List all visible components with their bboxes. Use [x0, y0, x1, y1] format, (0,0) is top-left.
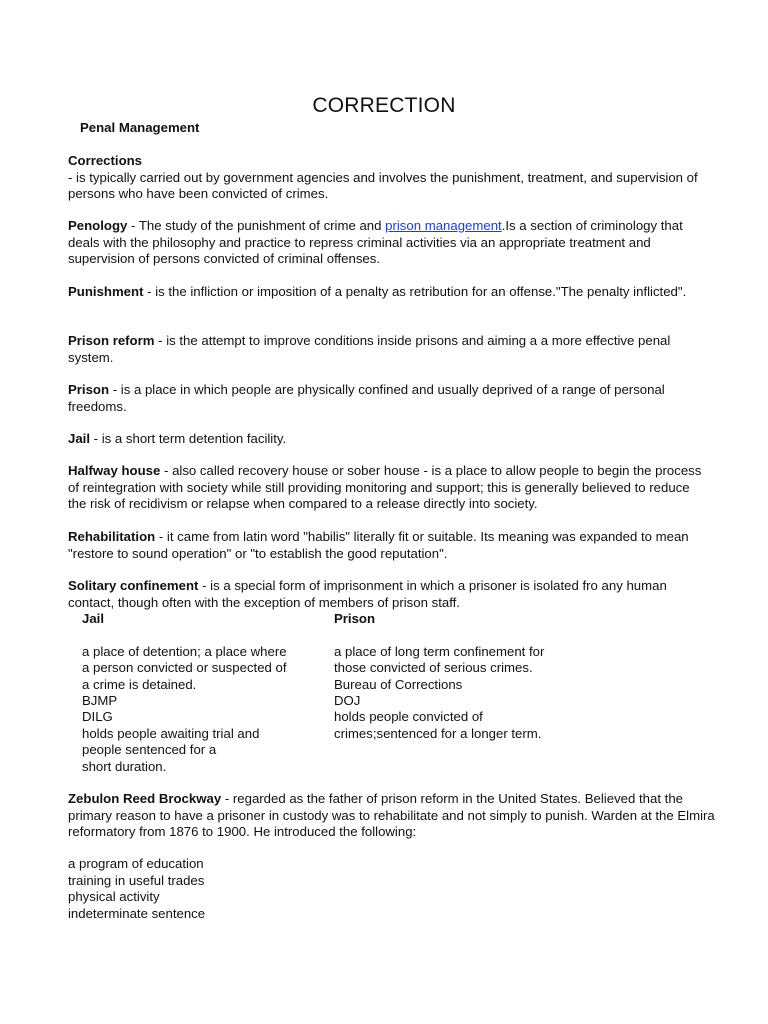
list-item: a place of long term confinement for	[334, 643, 545, 659]
term-definition: - is a special form of imprisonment in which a prisoner is isolated fro any human contact, though often with the exception of members of prison staff.	[68, 578, 667, 610]
entry-corrections	[68, 153, 708, 203]
term-definition: - is the infliction or imposition of a penalty as retribution for an offense."The penalty inflicted".	[143, 284, 687, 299]
list-item: a place of detention; a place where	[82, 643, 287, 659]
term-label: Prison reform	[68, 333, 155, 348]
list-item: people sentenced for a	[82, 742, 217, 758]
jail-column-heading: Jail	[82, 611, 104, 626]
term-label: Corrections	[68, 153, 143, 168]
term-definition: - is a place in which people are physically confined and usually deprived of a range of personal freedoms.	[68, 382, 665, 414]
list-item: a crime is detained.	[82, 676, 197, 692]
list-item: DOJ	[334, 693, 361, 709]
entry-penology	[68, 218, 708, 268]
section-subtitle: Penal Management	[80, 120, 200, 135]
entry-prison	[68, 382, 708, 415]
entry-prison-reform	[68, 333, 708, 366]
entry-solitary-confinement	[68, 578, 708, 611]
term-label: Rehabilitation	[68, 529, 156, 544]
list-item: DILG	[82, 709, 113, 725]
list-item: holds people awaiting trial and	[82, 725, 260, 741]
page-title: CORRECTION	[312, 94, 456, 117]
term-definition: - is a short term detention facility.	[90, 431, 287, 446]
entry-halfway-house	[68, 463, 708, 513]
prison-management-link[interactable]: prison management	[385, 218, 502, 233]
term-definition: - also called recovery house or sober house - is a place to allow people to begin the process of reintegration with society while still providing monitoring and support; this is generally believed to reduce the risk of recidivism or relapse when compared to a release directly into society.	[68, 463, 702, 511]
list-item: BJMP	[82, 693, 118, 709]
list-item: short duration.	[82, 758, 167, 774]
list-item: training in useful trades	[68, 872, 205, 888]
term-definition: - regarded as the father of prison reform in the United States. Believed that the primary reason to have a prisoner in custody was to rehabilitate and not simply to punish. Warden at the Elmira reformatory from 1876 to 1900. He introduced the following:	[68, 791, 715, 839]
term-label: Prison	[68, 382, 110, 397]
term-definition: - The study of the punishment of crime and	[127, 218, 386, 233]
entry-jail	[68, 431, 708, 448]
term-label: Halfway house	[68, 463, 161, 478]
term-definition: - it came from latin word "habilis" literally fit or suitable. Its meaning was expanded to mean "restore to sound operation" or "to establish the good reputation".	[68, 529, 689, 561]
list-item: a program of education	[68, 856, 204, 871]
term-label: Jail	[68, 431, 90, 446]
list-item: indeterminate sentence	[68, 905, 206, 921]
list-item: holds people convicted of	[334, 709, 483, 725]
term-definition-continued: .Is a section of criminology that deals with the philosophy and practice to repress criminal activities via an appropriate treatment and supervision of persons convicted of criminal offenses.	[68, 218, 683, 266]
term-label: Penology	[68, 218, 128, 233]
entry-rehabilitation	[68, 529, 708, 562]
term-label: Zebulon Reed Brockway	[68, 791, 222, 806]
jail-column	[82, 611, 312, 775]
entry-punishment	[68, 284, 708, 301]
term-definition: - is typically carried out by government agencies and involves the punishment, treatment, and supervision of persons who have been convicted of crimes.	[68, 169, 698, 201]
list-item: crimes;sentenced for a longer term.	[334, 725, 542, 741]
entry-brockway	[68, 791, 718, 841]
prison-column	[334, 611, 594, 742]
list-item: Bureau of Corrections	[334, 676, 463, 692]
term-definition: - is the attempt to improve conditions inside prisons and aiming a a more effective penal system.	[68, 333, 671, 365]
term-label: Punishment	[68, 284, 144, 299]
list-item: a person convicted or suspected of	[82, 660, 287, 676]
list-item: physical activity	[68, 889, 160, 904]
list-item: those convicted of serious crimes.	[334, 660, 533, 676]
prison-column-heading: Prison	[334, 611, 376, 626]
term-label: Solitary confinement	[68, 578, 199, 593]
introduced-list	[68, 856, 205, 922]
